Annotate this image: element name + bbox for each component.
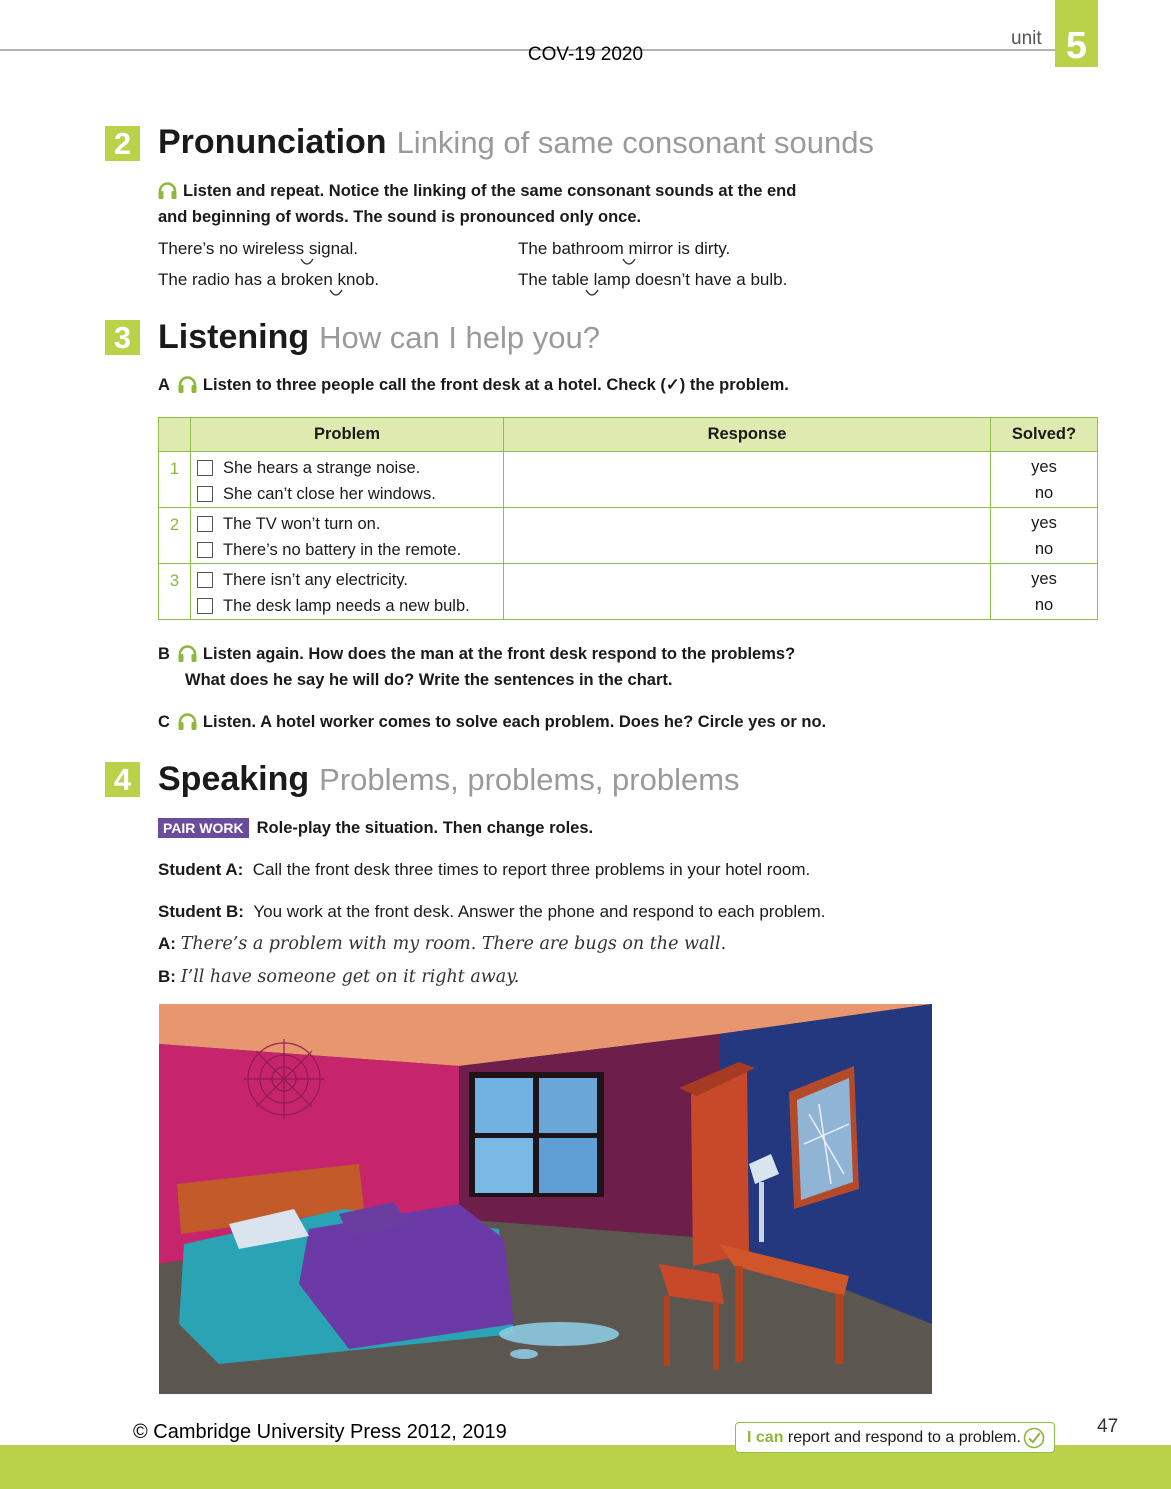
- solved-cell: [991, 508, 1098, 564]
- i-can-text: report and respond to a problem.: [787, 1429, 1021, 1446]
- exercise-letter-c: C: [158, 713, 170, 731]
- problem-label: There isn’t any electricity.: [223, 571, 408, 589]
- student-a-role: [158, 859, 810, 881]
- copyright-notice: © Cambridge University Press 2012, 2019: [133, 1421, 507, 1443]
- solved-cell: [991, 452, 1098, 508]
- problem-label: She can’t close her windows.: [223, 485, 436, 503]
- exercise-letter-b: B: [158, 645, 170, 663]
- solved-yes[interactable]: yes: [1031, 514, 1057, 532]
- instruction-line-1: Listen and repeat. Notice the linking of the same consonant sounds at the end: [183, 182, 797, 200]
- sentence-broken-knob: The radio has a broken knob.: [158, 270, 380, 289]
- section-2-instruction: [158, 178, 858, 230]
- student-a-text: Call the front desk three times to report three problems in your hotel room.: [252, 860, 811, 879]
- linking-mark-icon: [585, 289, 599, 297]
- solved-yes[interactable]: yes: [1031, 458, 1057, 476]
- watermark-text: COV-19 2020: [527, 44, 644, 65]
- problem-cell: [191, 508, 504, 564]
- pair-work-instruction: [158, 815, 593, 841]
- pair-work-badge: PAIR WORK: [158, 818, 249, 838]
- problem-label: The TV won’t turn on.: [223, 515, 381, 533]
- exercise-3a: [158, 372, 789, 398]
- response-cell[interactable]: [504, 508, 991, 564]
- section-3-subtitle: How can I help you?: [319, 320, 601, 355]
- section-2-title: [158, 123, 874, 162]
- section-3-title-text: Listening: [158, 318, 310, 356]
- checkbox[interactable]: [197, 542, 213, 558]
- solved-no[interactable]: no: [1034, 484, 1054, 502]
- section-4-title: [158, 760, 740, 799]
- row-number: 2: [159, 508, 191, 564]
- solved-no[interactable]: no: [1034, 596, 1054, 614]
- chart-header-problem: Problem: [191, 418, 504, 452]
- section-4-number: 4: [105, 762, 140, 797]
- chart-header-row: [159, 418, 1098, 452]
- checkbox[interactable]: [197, 598, 213, 614]
- problem-option[interactable]: [191, 567, 503, 593]
- pair-work-text: Role-play the situation. Then change roles.: [256, 819, 594, 837]
- unit-label: unit: [1011, 28, 1042, 49]
- linking-mark-icon: [622, 258, 636, 266]
- response-cell[interactable]: [504, 564, 991, 620]
- instruction-line-2: and beginning of words. The sound is pronounced only once.: [158, 208, 642, 226]
- dialog-a-label: A:: [158, 934, 176, 953]
- student-b-role: [158, 901, 825, 923]
- dialog-b-label: B:: [158, 967, 176, 986]
- i-can-box: [735, 1422, 1055, 1453]
- hotel-room-illustration: [159, 1004, 932, 1394]
- problem-label: There’s no battery in the remote.: [223, 541, 462, 559]
- student-b-text: You work at the front desk. Answer the phone and respond to each problem.: [253, 902, 826, 921]
- exercise-letter-a: A: [158, 376, 170, 394]
- listening-chart: [158, 417, 1098, 620]
- exercise-3c-text: Listen. A hotel worker comes to solve each problem. Does he? Circle yes or no.: [202, 713, 827, 731]
- section-2-number: 2: [105, 126, 140, 161]
- response-cell[interactable]: [504, 452, 991, 508]
- student-a-label: Student A:: [158, 860, 244, 879]
- dialog-line-a: [158, 933, 726, 955]
- section-2-title-text: Pronunciation: [158, 123, 387, 161]
- problem-option[interactable]: [191, 481, 503, 507]
- linking-mark-icon: [300, 258, 314, 266]
- problem-option[interactable]: [191, 455, 503, 481]
- dialog-a-text: There’s a problem with my room. There are bugs on the wall.: [180, 934, 727, 954]
- problem-option[interactable]: [191, 593, 503, 619]
- section-2-subtitle: Linking of same consonant sounds: [396, 125, 874, 160]
- row-number: 1: [159, 452, 191, 508]
- exercise-3c: [158, 709, 826, 735]
- checkbox[interactable]: [197, 486, 213, 502]
- problem-option[interactable]: [191, 537, 503, 563]
- page-number: 47: [1097, 1416, 1119, 1437]
- table-row: [159, 452, 1098, 508]
- exercise-3b-line-1: Listen again. How does the man at the front desk respond to the problems?: [202, 645, 796, 663]
- sentence-bathroom-mirror: The bathroom mirror is dirty.: [518, 239, 731, 258]
- chart-header-blank: [159, 418, 191, 452]
- student-b-label: Student B:: [158, 902, 244, 921]
- problem-option[interactable]: [191, 511, 503, 537]
- i-can-label: I can: [747, 1429, 784, 1446]
- checkbox[interactable]: [197, 516, 213, 532]
- check-circle-icon[interactable]: [1023, 1427, 1045, 1449]
- linking-mark-icon: [329, 289, 343, 297]
- table-row: [159, 564, 1098, 620]
- headphones-icon: [178, 713, 197, 730]
- row-number: 3: [159, 564, 191, 620]
- unit-number-box: 5: [1055, 0, 1098, 67]
- sentence-table-lamp: The table lamp doesn’t have a bulb.: [518, 270, 788, 289]
- headphones-icon: [158, 182, 177, 199]
- sentence-wireless-signal: There’s no wireless signal.: [158, 239, 358, 258]
- exercise-3b-line-2: What does he say he will do? Write the sentences in the chart.: [185, 671, 673, 689]
- solved-no[interactable]: no: [1034, 540, 1054, 558]
- headphones-icon: [178, 645, 197, 662]
- dialog-b-text: I’ll have someone get on it right away.: [180, 967, 520, 987]
- problem-cell: [191, 564, 504, 620]
- section-3-number: 3: [105, 320, 140, 355]
- section-3-title: [158, 318, 600, 357]
- solved-cell: [991, 564, 1098, 620]
- section-4-title-text: Speaking: [158, 760, 310, 798]
- problem-label: The desk lamp needs a new bulb.: [223, 597, 470, 615]
- problem-label: She hears a strange noise.: [223, 459, 421, 477]
- checkbox[interactable]: [197, 460, 213, 476]
- problem-cell: [191, 452, 504, 508]
- chart-header-response: Response: [504, 418, 991, 452]
- exercise-3a-text: Listen to three people call the front desk at a hotel. Check (✓) the problem.: [202, 376, 789, 394]
- section-4-subtitle: Problems, problems, problems: [319, 762, 740, 797]
- exercise-3b: [158, 641, 795, 693]
- checkbox[interactable]: [197, 572, 213, 588]
- headphones-icon: [178, 376, 197, 393]
- dialog-line-b: [158, 966, 519, 988]
- table-row: [159, 508, 1098, 564]
- chart-header-solved: Solved?: [991, 418, 1098, 452]
- solved-yes[interactable]: yes: [1031, 570, 1057, 588]
